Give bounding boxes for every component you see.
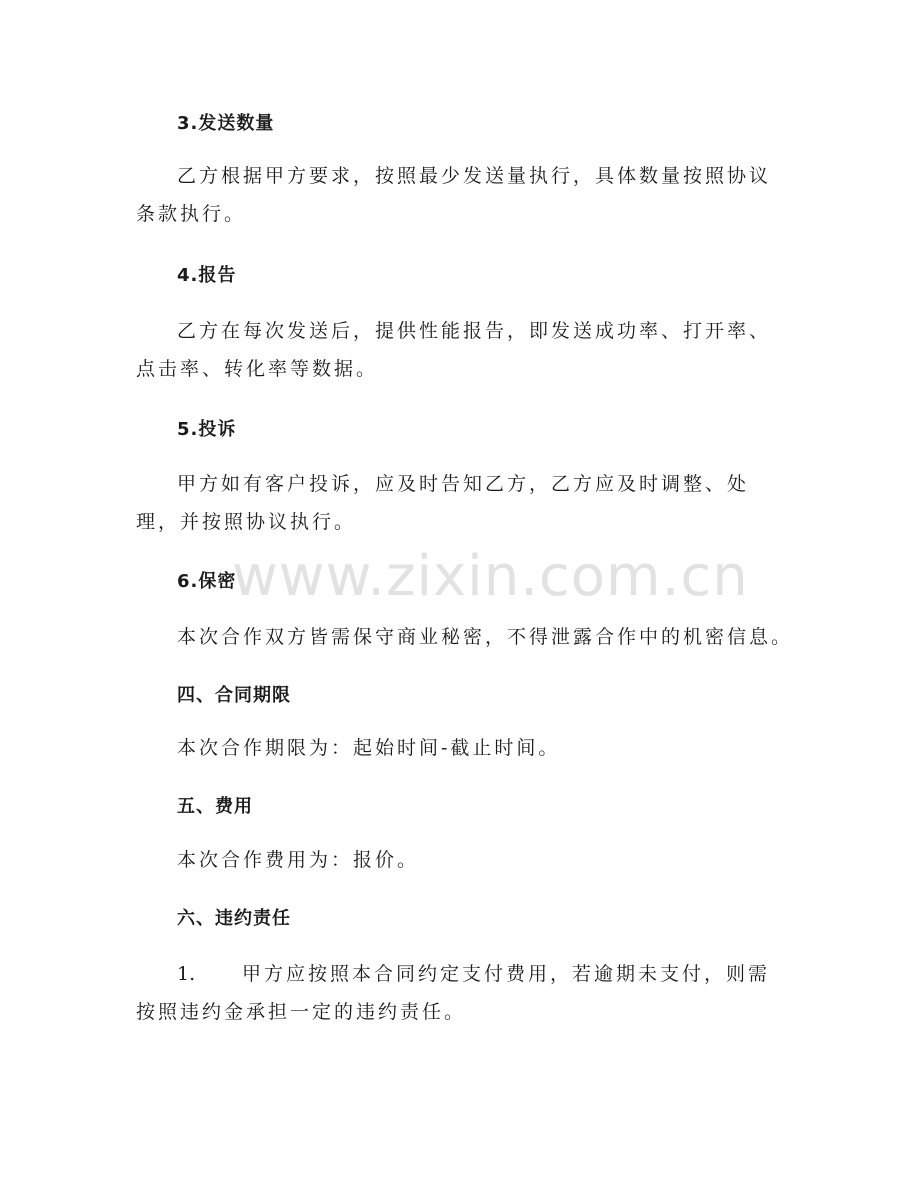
section-paragraph-contract-term: 本次合作期限为：起始时间-截止时间。: [177, 737, 561, 759]
list-item-number: 1.: [177, 963, 196, 985]
section-heading-send-quantity: 3.发送数量: [177, 113, 275, 134]
list-item-text: 甲方应按照本合同约定支付费用，若逾期未支付，则需按照违约金承担一定的违约责任。: [136, 963, 771, 1023]
section-heading-contract-term: 四、合同期限: [177, 685, 291, 706]
section-heading-confidentiality: 6.保密: [177, 571, 237, 592]
section-heading-liability: 六、违约责任: [177, 908, 291, 929]
section-heading-complaint: 5.投诉: [177, 419, 237, 440]
section-paragraph-confidentiality: 本次合作双方皆需保守商业秘密，不得泄露合作中的机密信息。: [177, 626, 794, 648]
list-item: [136, 955, 786, 1031]
section-paragraph-send-quantity: 乙方根据甲方要求，按照最少发送量执行，具体数量按照协议条款执行。: [136, 165, 772, 225]
watermark: www.zixin.com.cn: [232, 544, 749, 609]
section-heading-report: 4.报告: [177, 265, 237, 286]
section-paragraph-complaint: 甲方如有客户投诉，应及时告知乙方，乙方应及时调整、处理，并按照协议执行。: [136, 473, 750, 533]
section-paragraph-report: 乙方在每次发送后，提供性能报告，即发送成功率、打开率、点击率、转化率等数据。: [136, 320, 772, 380]
section-heading-fees: 五、费用: [177, 796, 253, 817]
section-paragraph-fees: 本次合作费用为：报价。: [177, 849, 420, 871]
